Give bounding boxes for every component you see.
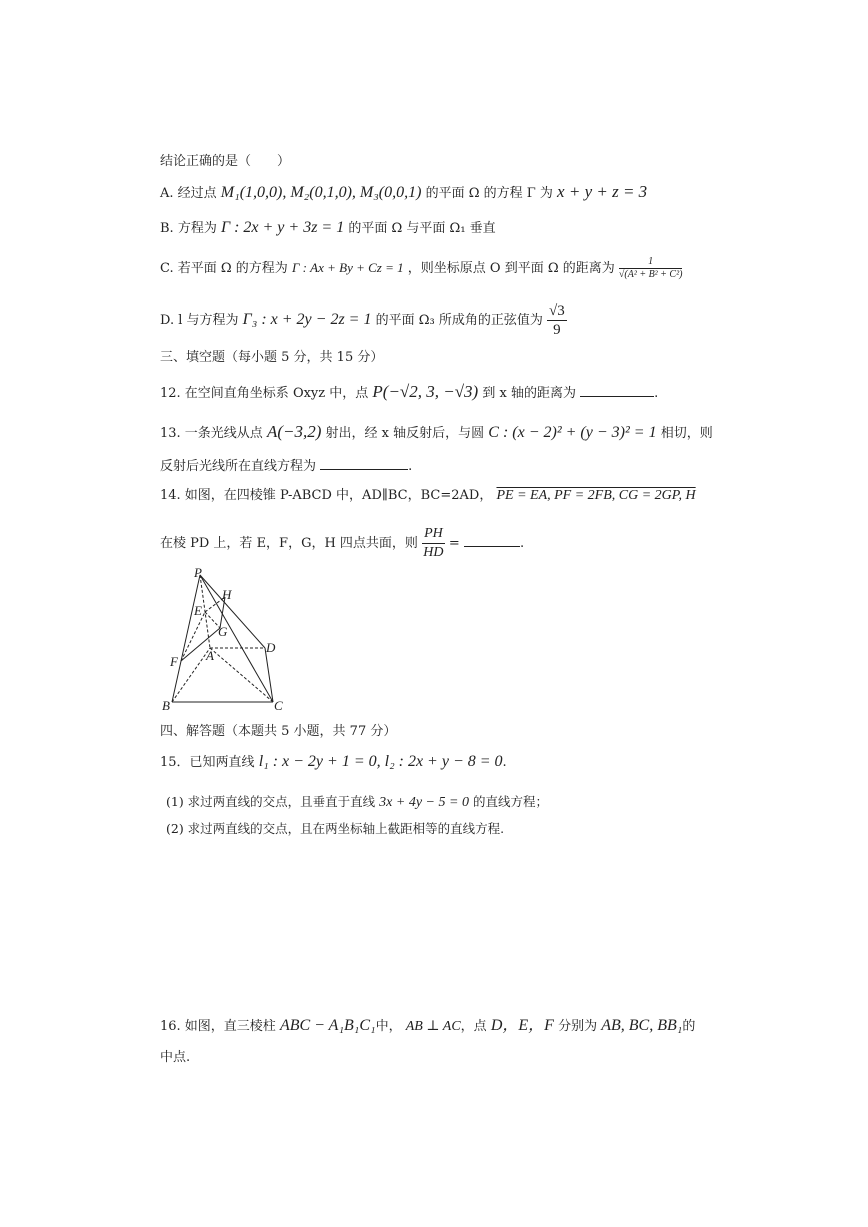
q15-part2: (2) 求过两直线的交点，且在两坐标轴上截距相等的直线方程. — [166, 821, 505, 836]
q12-suffix: 到 x 轴的距离为 — [482, 386, 576, 401]
label-B: B — [162, 698, 170, 713]
label-F: F — [170, 654, 178, 669]
q11-b-equation: Γ : 2x + y + 3z = 1 — [220, 219, 345, 236]
q14-line1 — [160, 486, 696, 506]
q14-equals: = — [448, 536, 460, 551]
edge-PB — [172, 575, 200, 702]
q11-d-frac-num: √3 — [549, 303, 565, 319]
q14-line2 — [160, 525, 524, 562]
q11-c-equation: Γ : Ax + By + Cz = 1 — [291, 260, 404, 275]
q12-prefix: 12. 在空间直角坐标系 Oxyz 中，点 — [160, 386, 369, 401]
q16-line1 — [160, 1016, 695, 1037]
q11-c-fraction — [619, 256, 683, 281]
q11-d-frac-den: 9 — [553, 322, 561, 338]
q13-point: A(−3,2) — [266, 422, 322, 441]
q15-part1 — [166, 792, 548, 813]
q14-line2-prefix: 在棱 PD 上，若 E，F，G，H 四点共面，则 — [160, 536, 418, 551]
q11-d-prefix: D. l 与方程为 — [160, 313, 239, 328]
q12-point: P(−√2, 3, −√3) — [372, 382, 479, 401]
q14-vectors: PE = EA, PF = 2FB, CG = 2GP, H — [496, 488, 696, 503]
q14-fraction — [422, 525, 445, 562]
q16-middle: 中， — [375, 1019, 402, 1034]
q14-end: . — [519, 536, 525, 551]
q12-end: . — [654, 386, 659, 401]
q11-c-frac-den: √(A² + B² + C²) — [618, 269, 683, 280]
q16-suffix: 的 — [682, 1019, 696, 1034]
q11-option-c — [160, 256, 682, 281]
segment-FE — [181, 612, 205, 661]
q13-line1 — [160, 422, 713, 444]
q11-stem: 结论正确的是（ ） — [160, 154, 291, 169]
section4-title: 四、解答题（本题共 5 小题，共 77 分） — [160, 724, 397, 739]
label-P: P — [194, 565, 202, 580]
q11-option-a — [160, 182, 647, 204]
q11-d-equation: Γ₃ : x + 2y − 2z = 1 — [242, 311, 372, 328]
q13-end: . — [408, 459, 413, 474]
q13-line2-text: 反射后光线所在直线方程为 — [160, 459, 317, 474]
q12 — [160, 382, 658, 404]
label-E: E — [194, 603, 202, 618]
q16-line2: 中点. — [160, 1050, 191, 1065]
q11-a-middle: 的平面 Ω 的方程 Γ 为 — [425, 186, 553, 201]
q14-line1-prefix: 14. 如图，在四棱锥 P-ABCD 中，AD∥BC，BC=2AD， — [160, 488, 493, 503]
q11-option-d — [160, 302, 567, 339]
q14-frac-den: HD — [423, 545, 444, 560]
q11-c-prefix: C. 若平面 Ω 的方程为 — [160, 261, 288, 276]
q16-mids: AB, BC, BB₁ — [601, 1017, 683, 1034]
label-A: A — [206, 648, 214, 663]
q13-circle: C : (x − 2)² + (y − 3)² = 1 — [488, 424, 657, 441]
q13-answer-blank[interactable] — [320, 455, 408, 470]
q15-stem — [160, 752, 507, 773]
label-D: D — [266, 640, 276, 655]
q15-end: . — [502, 755, 507, 770]
q11-a-prefix: A. 经过点 — [160, 186, 217, 201]
q16-points-mid: 分别为 — [558, 1019, 598, 1034]
q13-middle: 射出，经 x 轴反射后，与圆 — [325, 426, 485, 441]
q13-suffix: 相切，则 — [660, 426, 713, 441]
q11-a-points: M₁(1,0,0), M₂(0,1,0), M₃(0,0,1) — [220, 184, 422, 201]
q14-frac-num: PH — [422, 525, 445, 544]
label-G: G — [218, 624, 228, 639]
q11-d-fraction — [547, 302, 567, 339]
edge-PC — [200, 575, 273, 702]
q11-a-equation: x + y + z = 3 — [557, 182, 648, 201]
label-H: H — [222, 587, 232, 602]
q16-points: D，E，F — [490, 1017, 554, 1034]
q14-answer-blank[interactable] — [464, 532, 520, 547]
section3-title: 三、填空题（每小题 5 分，共 15 分） — [160, 350, 384, 365]
q15-p1-equation: 3x + 4y − 5 = 0 — [379, 795, 469, 810]
q15-prefix: 15．已知两直线 — [160, 755, 255, 770]
pyramid-figure — [160, 565, 300, 715]
q15-p1-prefix: (1) 求过两直线的交点，且垂直于直线 — [166, 794, 376, 809]
q16-prefix: 16. 如图，直三棱柱 — [160, 1019, 276, 1034]
q16-perp: AB ⊥ AC — [405, 1019, 461, 1034]
q13-prefix: 13. 一条光线从点 — [160, 426, 263, 441]
q11-d-suffix: 的平面 Ω₃ 所成角的正弦值为 — [375, 313, 543, 328]
edge-DC — [265, 648, 273, 702]
edge-AC — [210, 648, 273, 702]
q16-points-prefix: ，点 — [460, 1019, 487, 1034]
q11-b-prefix: B. 方程为 — [160, 221, 217, 236]
q13-line2 — [160, 455, 412, 477]
q11-c-frac-num: 1 — [619, 256, 683, 269]
q11-option-b — [160, 218, 496, 239]
q15-lines: l₁ : x − 2y + 1 = 0, l₂ : 2x + y − 8 = 0 — [258, 753, 503, 770]
q16-prism: ABC − A₁B₁C₁ — [279, 1017, 376, 1034]
q15-p1-suffix: 的直线方程； — [472, 794, 548, 809]
q11-b-suffix: 的平面 Ω 与平面 Ω₁ 垂直 — [348, 221, 496, 236]
label-C: C — [274, 698, 283, 713]
q11-c-suffix: ，则坐标原点 O 到平面 Ω 的距离为 — [407, 261, 615, 276]
q12-answer-blank[interactable] — [580, 382, 654, 397]
